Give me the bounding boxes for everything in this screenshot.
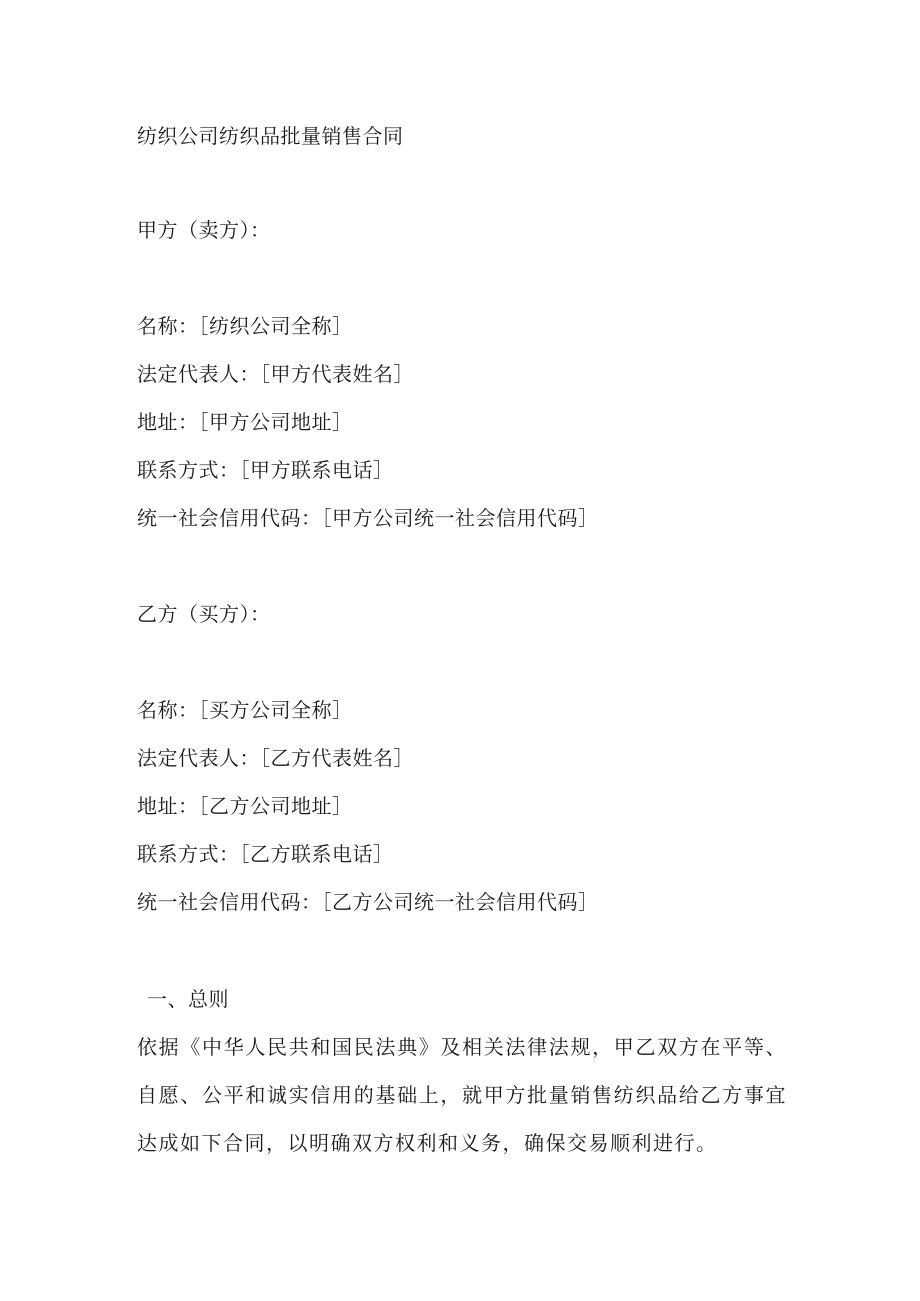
party-a-contact: 联系方式：［甲方联系电话］ bbox=[137, 458, 394, 482]
party-b-legal-rep: 法定代表人：［乙方代表姓名］ bbox=[137, 746, 414, 770]
party-b-name: 名称：［买方公司全称］ bbox=[137, 698, 353, 722]
party-b-address: 地址：［乙方公司地址］ bbox=[137, 794, 353, 818]
section-1-body: 依据《中华人民共和国民法典》及相关法律法规，甲乙双方在平等、自愿、公平和诚实信用的基础上，就甲方批量销售纺织品给乙方事宜达成如下合同，以明确双方权利和义务，确保交易顺利进行。 bbox=[137, 1035, 787, 1155]
party-a-heading: 甲方（卖方）： bbox=[137, 218, 271, 242]
party-a-address: 地址：［甲方公司地址］ bbox=[137, 410, 353, 434]
party-b-credit-code: 统一社会信用代码：［乙方公司统一社会信用代码］ bbox=[137, 890, 599, 914]
section-1-heading: 一、总则 bbox=[147, 987, 229, 1011]
party-a-credit-code: 统一社会信用代码：［甲方公司统一社会信用代码］ bbox=[137, 506, 599, 530]
party-b-contact: 联系方式：［乙方联系电话］ bbox=[137, 842, 394, 866]
party-b-heading: 乙方（买方）： bbox=[137, 602, 271, 626]
document-title: 纺织公司纺织品批量销售合同 bbox=[137, 124, 404, 148]
party-a-name: 名称：［纺织公司全称］ bbox=[137, 314, 353, 338]
party-a-legal-rep: 法定代表人：［甲方代表姓名］ bbox=[137, 362, 414, 386]
